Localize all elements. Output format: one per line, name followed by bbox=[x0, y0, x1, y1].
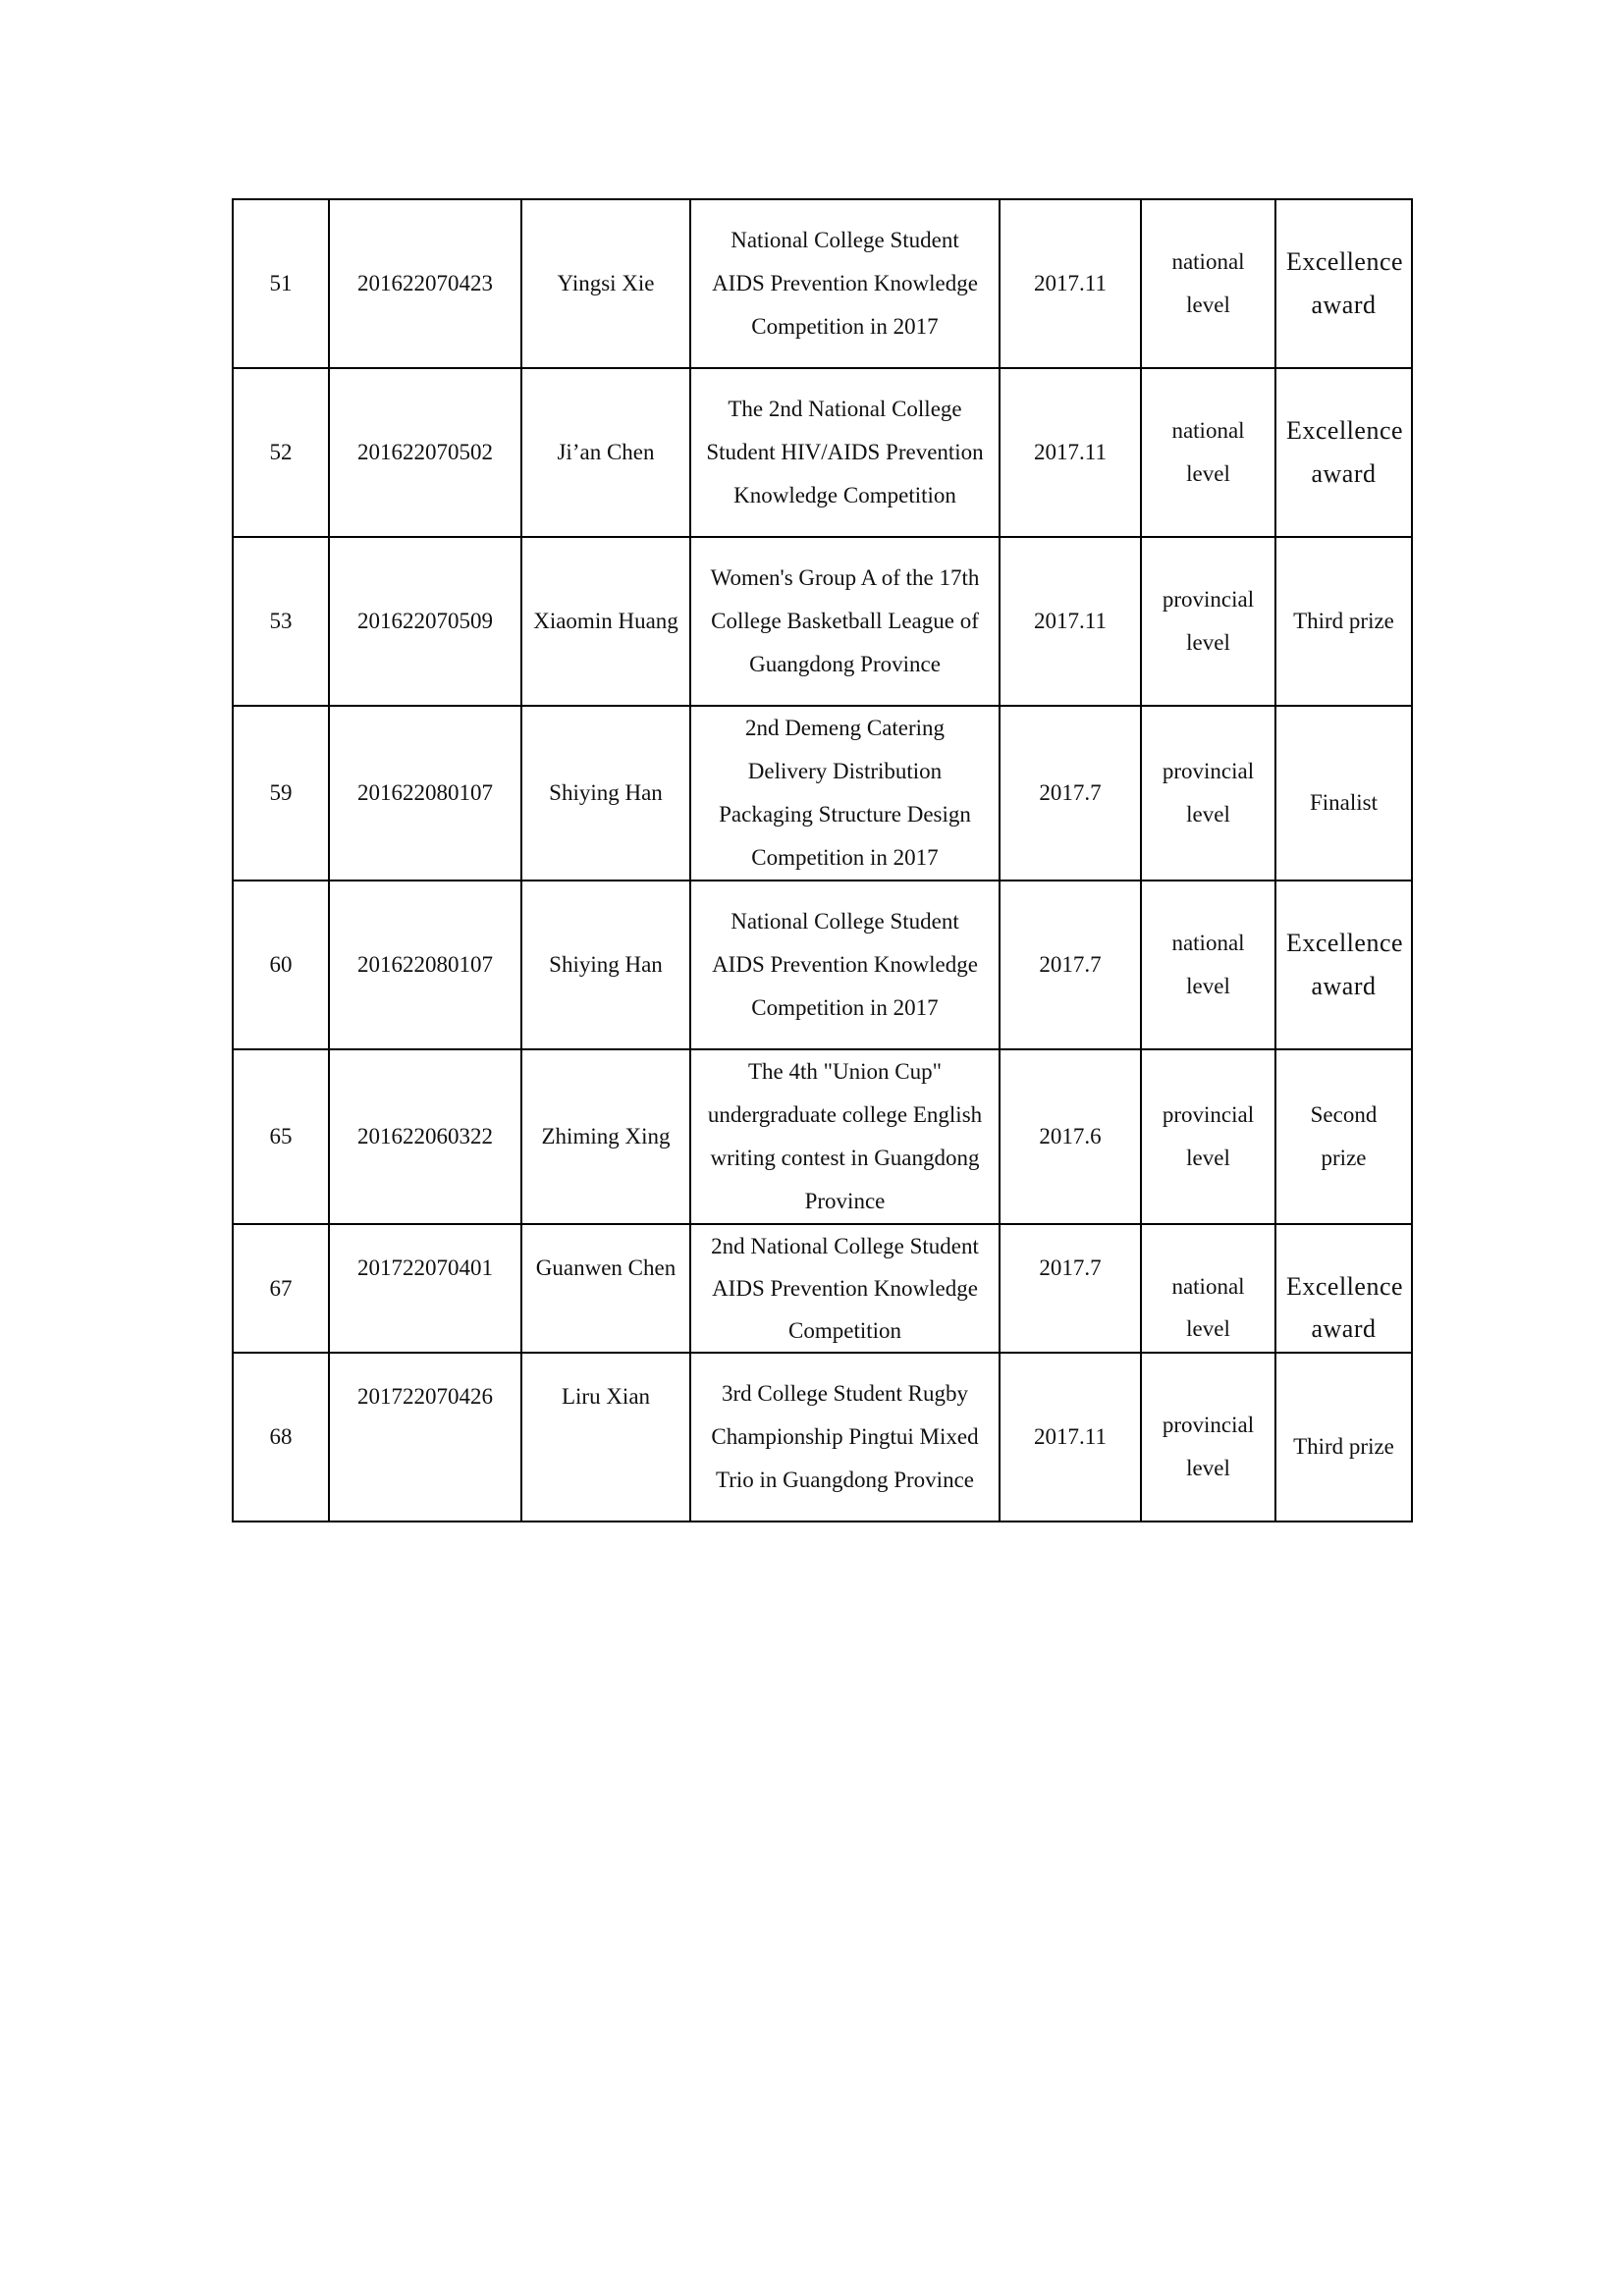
table-row bbox=[233, 537, 1412, 706]
row-number: 51 bbox=[233, 199, 329, 368]
row-number: 67 bbox=[233, 1224, 329, 1353]
award-level: national level bbox=[1141, 368, 1275, 537]
award-date: 2017.7 bbox=[1000, 881, 1141, 1049]
award-name: Excellence award bbox=[1275, 1224, 1412, 1353]
competition-name: The 2nd National College Student HIV/AIDS Prevention Knowledge Competition bbox=[690, 368, 1000, 537]
student-id: 201622080107 bbox=[329, 881, 521, 1049]
award-date: 2017.11 bbox=[1000, 1353, 1141, 1522]
row-number: 53 bbox=[233, 537, 329, 706]
award-date: 2017.11 bbox=[1000, 368, 1141, 537]
table-row bbox=[233, 881, 1412, 1049]
award-level: provincial level bbox=[1141, 537, 1275, 706]
award-name: Excellence award bbox=[1275, 199, 1412, 368]
student-name: Yingsi Xie bbox=[521, 199, 690, 368]
student-name: Shiying Han bbox=[521, 706, 690, 881]
student-name: Ji’an Chen bbox=[521, 368, 690, 537]
row-number: 65 bbox=[233, 1049, 329, 1224]
award-date: 2017.11 bbox=[1000, 199, 1141, 368]
competition-name: The 4th "Union Cup" undergraduate college English writing contest in Guangdong Province bbox=[690, 1049, 1000, 1224]
competition-name: National College Student AIDS Prevention Knowledge Competition in 2017 bbox=[690, 881, 1000, 1049]
student-id: 201622060322 bbox=[329, 1049, 521, 1224]
award-date: 2017.7 bbox=[1000, 1224, 1141, 1353]
table-row bbox=[233, 199, 1412, 368]
competition-name: 2nd Demeng Catering Delivery Distribution Packaging Structure Design Competition in 2017 bbox=[690, 706, 1000, 881]
award-name: Third prize bbox=[1275, 1353, 1412, 1522]
award-name: Finalist bbox=[1275, 706, 1412, 881]
student-id: 201722070401 bbox=[329, 1224, 521, 1353]
award-level: national level bbox=[1141, 1224, 1275, 1353]
student-name: Xiaomin Huang bbox=[521, 537, 690, 706]
award-level: provincial level bbox=[1141, 706, 1275, 881]
student-id: 201622070509 bbox=[329, 537, 521, 706]
student-name: Zhiming Xing bbox=[521, 1049, 690, 1224]
competition-name: 3rd College Student Rugby Championship Pingtui Mixed Trio in Guangdong Province bbox=[690, 1353, 1000, 1522]
student-id: 201722070426 bbox=[329, 1353, 521, 1522]
awards-table bbox=[232, 198, 1413, 1522]
competition-name: Women's Group A of the 17th College Basketball League of Guangdong Province bbox=[690, 537, 1000, 706]
award-date: 2017.11 bbox=[1000, 537, 1141, 706]
student-id: 201622080107 bbox=[329, 706, 521, 881]
competition-name: 2nd National College Student AIDS Prevention Knowledge Competition bbox=[690, 1224, 1000, 1353]
row-number: 52 bbox=[233, 368, 329, 537]
student-name: Guanwen Chen bbox=[521, 1224, 690, 1353]
student-name: Liru Xian bbox=[521, 1353, 690, 1522]
table-row bbox=[233, 1224, 1412, 1353]
award-level: provincial level bbox=[1141, 1353, 1275, 1522]
student-id: 201622070502 bbox=[329, 368, 521, 537]
award-name: Excellence award bbox=[1275, 881, 1412, 1049]
table-row bbox=[233, 368, 1412, 537]
row-number: 59 bbox=[233, 706, 329, 881]
table-row bbox=[233, 1049, 1412, 1224]
award-date: 2017.6 bbox=[1000, 1049, 1141, 1224]
table-row bbox=[233, 706, 1412, 881]
table-row bbox=[233, 1353, 1412, 1522]
student-id: 201622070423 bbox=[329, 199, 521, 368]
award-level: provincial level bbox=[1141, 1049, 1275, 1224]
student-name: Shiying Han bbox=[521, 881, 690, 1049]
row-number: 60 bbox=[233, 881, 329, 1049]
row-number: 68 bbox=[233, 1353, 329, 1522]
award-name: Third prize bbox=[1275, 537, 1412, 706]
award-name: Excellence award bbox=[1275, 368, 1412, 537]
award-level: national level bbox=[1141, 881, 1275, 1049]
award-name: Second prize bbox=[1275, 1049, 1412, 1224]
award-level: national level bbox=[1141, 199, 1275, 368]
award-date: 2017.7 bbox=[1000, 706, 1141, 881]
competition-name: National College Student AIDS Prevention Knowledge Competition in 2017 bbox=[690, 199, 1000, 368]
